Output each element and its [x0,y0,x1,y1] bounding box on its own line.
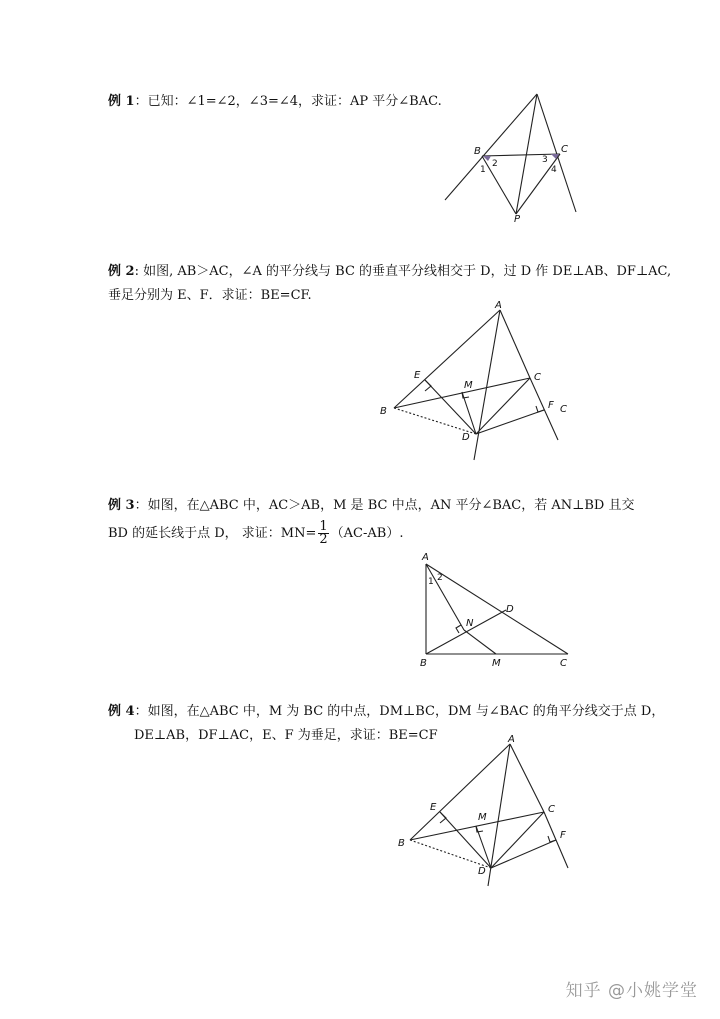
side-ac [500,310,530,378]
side-ab [410,744,510,840]
label-e: E [430,802,437,813]
label-angle-2: 2 [437,573,443,583]
fraction-denominator: 2 [319,532,328,547]
segment-cd [491,812,544,868]
side-bc [410,812,544,840]
segment-cd [476,378,530,434]
right-angle-e [425,380,431,391]
label-c: C [548,804,555,815]
label-d: D [506,604,514,615]
segment-bc [482,154,560,156]
bisector-an [426,564,464,630]
example-3-line1 [108,498,634,514]
label-angle-4: 4 [551,165,557,175]
label-m: M [492,658,501,669]
label-a: A [508,734,515,745]
example-3-line2 [108,520,403,548]
example-2-line1 [108,264,671,280]
line-extended-ac [537,94,576,212]
example-1-line1 [108,94,442,110]
label-c: C [560,658,567,669]
example-4-line1 [108,704,664,720]
example-3-figure [418,550,578,670]
example-1-label: 例 1 [108,94,135,109]
label-p: P [514,214,521,225]
label-m: M [464,380,473,391]
segment-cp [516,154,560,214]
example-4-label: 例 4 [108,704,135,719]
example-3-text-1: ：如图，在△ABC 中，AC＞AB，M 是 BC 中点，AN 平分∠BAC，若 AN⊥BD 且交 [134,498,635,513]
segment-ap [516,94,537,214]
label-angle-3: 3 [542,155,548,165]
line-extended-ab [445,94,537,200]
side-ab [394,310,500,408]
right-angle-m [476,826,483,832]
example-1-text: ：已知：∠1=∠2，∠3=∠4，求证：AP 平分∠BAC. [134,94,442,109]
label-b: B [398,838,405,849]
segment-nm [464,630,496,654]
example-4-text-2: DE⊥AB，DF⊥AC，E、F 为垂足，求证：BE=CF [134,728,438,743]
label-b: B [420,658,427,669]
side-ac [426,564,568,654]
right-angle-e [440,812,446,823]
label-b: B [380,406,387,417]
label-a: A [422,552,429,563]
label-d: D [478,866,486,877]
side-ac-extension [530,378,558,440]
label-d: D [462,432,470,443]
label-e: E [414,370,421,381]
side-ac [510,744,544,812]
label-n: N [466,618,474,629]
example-2-figure [376,298,586,468]
example-3-text-2-suffix: （AC-AB）. [330,526,404,541]
label-m: M [478,812,487,823]
right-angle-n [456,625,461,633]
label-angle-1: 1 [480,165,486,175]
label-angle-1: 1 [428,577,434,587]
segment-df [476,410,544,434]
segment-df [491,840,556,868]
label-extra-c: C [560,404,567,415]
example-2-label: 例 2 [108,264,135,279]
label-f: F [560,830,566,841]
label-b: B [474,146,481,157]
label-a: A [495,300,502,311]
example-2-line2 [108,288,312,304]
label-f: F [548,400,554,411]
label-c: C [561,144,568,155]
example-4-text-1: ：如图，在△ABC 中，M 为 BC 的中点，DM⊥BC，DM 与∠BAC 的角平分线交于点 D， [134,704,665,719]
fraction-numerator: 1 [319,519,328,534]
example-2-text-1: : 如图, AB＞AC，∠A 的平分线与 BC 的垂直平分线相交于 D，过 D 作 DE⊥AB、DF⊥AC, [134,264,672,279]
segment-bp [482,156,516,214]
example-3-text-2-prefix: BD 的延长线于点 D， 求证：MN= [108,526,317,541]
example-1-figure [440,88,590,223]
label-angle-2: 2 [492,159,498,169]
example-4-figure [392,734,582,894]
watermark: 知乎 @小姚学堂 [565,981,698,1001]
label-c: C [534,372,541,383]
fraction-one-half [318,521,328,546]
example-2-text-2: 垂足分别为 E、F．求证：BE=CF. [108,288,312,303]
example-3-label: 例 3 [108,498,135,513]
